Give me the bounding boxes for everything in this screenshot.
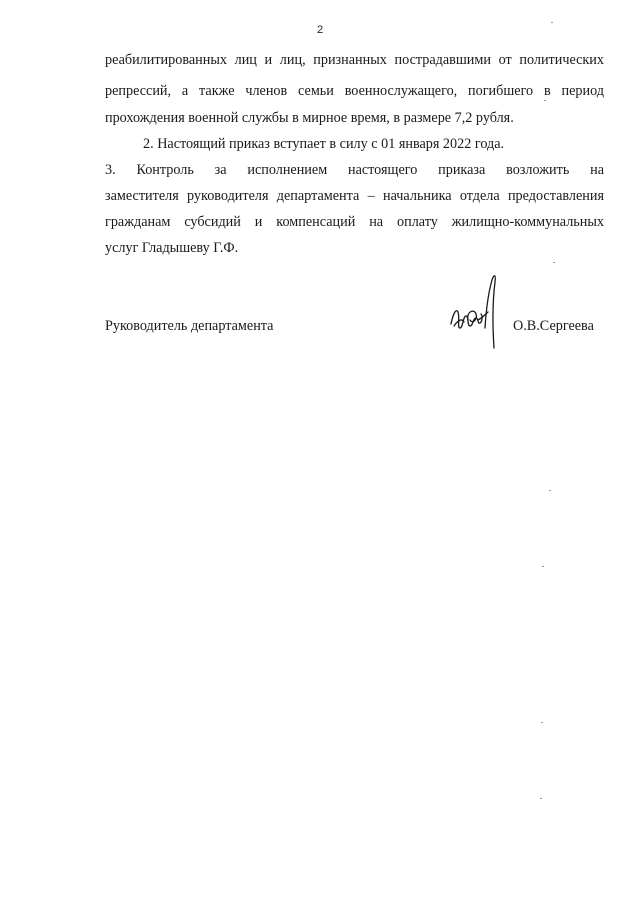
paragraph-2: 2. Настоящий приказ вступает в силу с 01 января 2022 года. xyxy=(143,136,505,152)
paragraph-3-line-4: услуг Гладышеву Г.Ф. xyxy=(105,240,239,256)
scan-speck xyxy=(549,490,551,491)
scan-speck xyxy=(553,262,555,263)
scan-speck xyxy=(542,566,544,567)
scan-speck xyxy=(540,798,542,799)
scan-speck xyxy=(551,22,553,23)
paragraph-3-line-2: заместителя руководителя департамента – начальника отдела предоставления xyxy=(105,188,604,204)
body-line-3: прохождения военной службы в мирное время, в размере 7,2 рубля. xyxy=(105,110,514,126)
handwritten-signature-icon xyxy=(448,268,508,354)
scan-speck xyxy=(541,722,543,723)
signatory-role: Руководитель департамента xyxy=(105,318,274,334)
body-line-1: реабилитированных лиц и лиц, признанных пострадавшими от политических xyxy=(105,52,604,68)
body-line-2: репрессий, а также членов семьи военнослужащего, погибшего в период xyxy=(105,83,604,99)
signatory-name: О.В.Сергеева xyxy=(513,318,594,334)
scan-speck xyxy=(544,100,546,101)
paragraph-3-line-3: гражданам субсидий и компенсаций на оплату жилищно-коммунальных xyxy=(105,214,604,230)
page-number: 2 xyxy=(316,24,324,36)
paragraph-3-line-1: 3. Контроль за исполнением настоящего приказа возложить на xyxy=(105,162,604,178)
